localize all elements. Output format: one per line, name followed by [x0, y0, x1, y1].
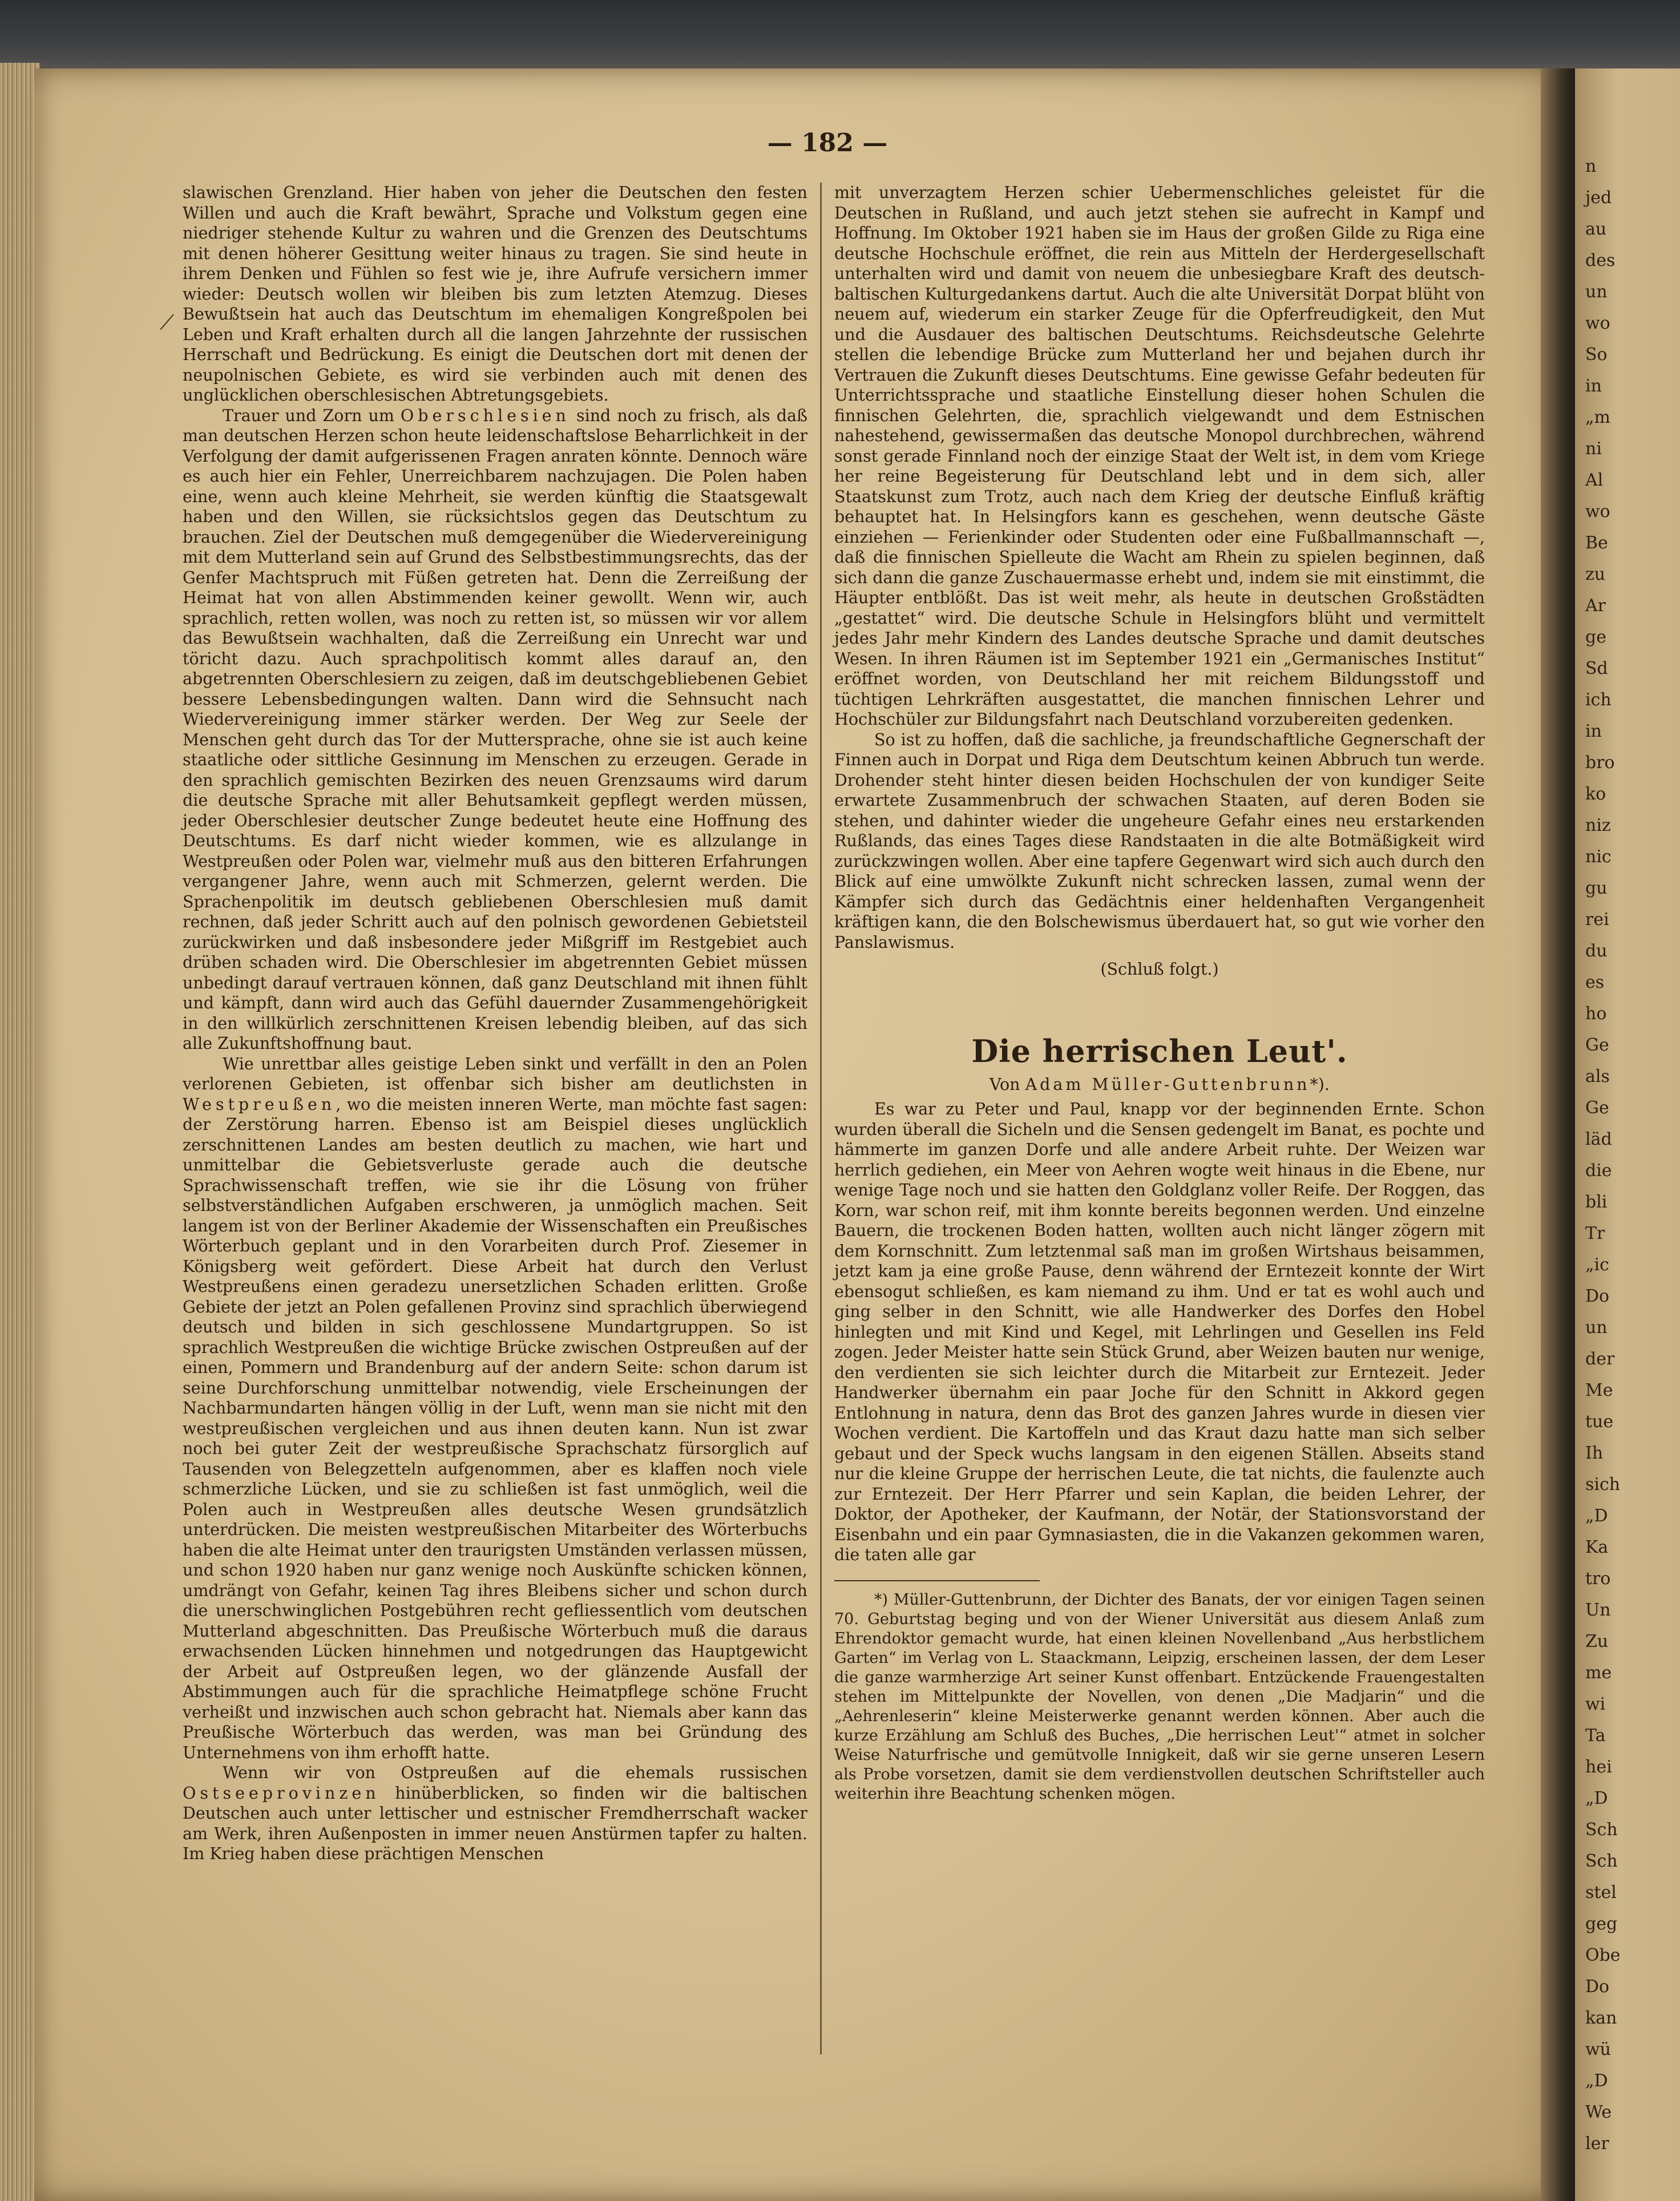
next-page-text-fragment: läd — [1585, 1129, 1612, 1149]
next-page-text-fragment: des — [1585, 251, 1616, 270]
next-page-text-fragment: bli — [1585, 1192, 1608, 1212]
next-page-edge — [1575, 68, 1680, 2201]
next-page-text-fragment: rei — [1585, 910, 1609, 930]
footnote: *) Müller-Guttenbrunn, der Dichter des Banats, der vor einigen Tagen seinen 70. Geburtstag beging und von der Wiener Universität aus diesem Anlaß zum Ehrendoktor gemacht wurde, hat einen kleinen Novellenband „Aus herbstlichem Garten“ im Verlag von L. Staackmann, Leipzig, erscheinen lassen, der dem Leser die ganze warmherzige Art seiner Kunst offenbart. Entzückende Frauengestalten stehen im Mittelpunkte der Novellen, von denen „Die Madjarin“ und die „Aehrenleserin“ kleine Meisterwerke genannt werden können. Aber auch die kurze Erzählung am Schluß des Buches, „Die herrischen Leut'“ atmet in solcher Weise Naturfrische und gemütvolle Innigkeit, daß wir sie gerne unseren Lesern als Probe vorsetzen, damit sie dem verdienstvollen deutschen Schriftsteller auch weiterhin ihre Beachtung schenken mögen. — [834, 1590, 1485, 1803]
book-gutter — [1541, 68, 1575, 2201]
left-column-paragraph — [183, 1054, 807, 1763]
next-page-text-fragment: Sd — [1585, 659, 1608, 679]
next-page-text-fragment: stel — [1585, 1883, 1617, 1903]
next-page-text-fragment: sich — [1585, 1475, 1621, 1495]
paragraph-text: sind noch zu frisch, als daß man deutschen Herzen schon heute leidenschaftslose Beharrlichkeit in der Verfolgung der damit aufgerissenen Fragen anraten könnte. Dennoch wäre es auch hier ein Fehler, Unerreichbarem nachzujagen. Die Polen haben eine, wenn auch kleine Mehrheit, sie werden künftig die Staatsgewalt haben und den Willen, sie rücksichtslos gegen das Deutschtum zu brauchen. Ziel der Deutschen muß demgegenüber die Wiedervereinigung mit dem Mutterland sein auf Grund des Selbstbestimmungsrechts, das der Genfer Machtspruch mit Füßen getreten hat. Denn die Zerreißung der Heimat hat von allen Abstimmenden keiner gewollt. Wenn wir, auch sprachlich, retten wollen, was noch zu retten ist, so müssen wir vor allem das Bewußtsein wachhalten, daß die Zerreißung ein Unrecht war und töricht dazu. Auch sprachpolitisch kommt alles darauf an, den abgetrennten Oberschlesiern zu zeigen, daß im deutschgebliebenen Gebiet bessere Lebensbedingungen walten. Dann wird die Sehnsucht nach Wiedervereinigung immer stärker werden. Der Weg zur Seele der Menschen geht durch das Tor der Muttersprache, ohne sie ist auch keine staatliche oder sittliche Gesinnung im Menschen zu erzeugen. Gerade in den sprachlich gemischten Bezirken des neuen Grenzsaums wird darum die deutsche Sprache mit aller Behutsamkeit gepflegt werden müssen, jeder Oberschlesier deutscher Zunge bedeutet heute eine Hoffnung des Deutschtums. Es darf nicht wieder kommen, wie es allzulange in Westpreußen oder Polen war, vielmehr muß aus den bitteren Erfahrungen vergangener Jahre, wenn auch mit Schmerzen, gelernt werden. Die Sprachenpolitik im deutsch gebliebenen Oberschlesien muß damit rechnen, daß jeder Schritt auch auf den polnisch gewordenen Gebietsteil zurückwirken und daß insbesondere jeder Mißgriff im Restgebiet auch drüben schaden wird. Die Oberschlesier im abgetrennten Gebiet müssen unbedingt darauf vertrauen können, daß ganz Deutschland mit ihnen fühlt und kämpft, dann wird auch das Gefühl dauernder Zusammengehörigkeit in den willkürlich zerschnittenen Kreisen lebendig bleiben, auf das sich alle Zukunftshoffnung baut. — [183, 406, 808, 1053]
next-page-text-fragment: au — [1585, 219, 1607, 239]
next-page-text-fragment: Zu — [1585, 1631, 1609, 1651]
byline-prefix: Von — [990, 1075, 1025, 1094]
next-page-text-fragment: wü — [1585, 2040, 1611, 2059]
next-page-text-fragment: „D — [1585, 1506, 1608, 1526]
next-page-text-fragment: Ka — [1585, 1537, 1609, 1557]
next-page-text-fragment: die — [1585, 1161, 1612, 1181]
paragraph-text: , wo die meisten inneren Werte, man möchte fast sagen: der Zerstörung harren. Ebenso ist am Beispiel dieses unglücklich zerschnittenen Landes am besten deutlich zu machen, wie hart und unmittelbar die Gebietsverluste gerade auch die deutsche Sprachwissenschaft treffen, wie sie ihr die Lösung von früher selbstverständlichen Aufgaben erschweren, ja unmöglich machen. Seit langem ist von der Berliner Akademie der Wissenschaften ein Preußisches Wörterbuch geplant und in den Vorarbeiten durch Prof. Ziesemer in Königsberg weit gefördert. Diese Arbeit hat durch den Verlust Westpreußens einen geradezu unersetzlichen Schaden erlitten. Große Gebiete der jetzt an Polen gefallenen Provinz sind sprachlich überwiegend deutsch und bilden in sich geschlossene Mundartgruppen. So ist sprachlich Westpreußen die wichtige Brücke zwischen Ostpreußen auf der einen, Pommern und Brandenburg auf der andern Seite: schon darum ist seine Durchforschung unmittelbar notwendig, viele Erscheinungen der Nachbarmundarten hängen völlig in der Luft, wenn man sie nicht mit den westpreußischen vergleichen und aus ihnen deuten kann. Nun ist zwar noch bei guter Zeit der westpreußische Sprachschatz fürsorglich auf Tausenden von Belegzetteln aufgenommen, aber es klaffen noch viele schmerzliche Lücken, und sie zu schließen ist fast unmöglich, weil die Polen auch in Westpreußen alles deutsche Wesen grundsätzlich unterdrücken. Die meisten westpreußischen Mitarbeiter des Wörterbuchs haben die alte Heimat unter den traurigsten Umständen verlassen müssen, und schon 1920 haben nur ganz wenige noch Auskünfte schicken können, umdrängt von Gefahr, keinen Tag ihres Bleibens sicher und schon durch die unerschwinglichen Postgebühren recht gefliessentlich vom deutschen Mutterland abgeschnitten. Das Preußische Wörterbuch muß die daraus erwachsenden Lücken hinnehmen und notgedrungen das Hauptgewicht der Arbeit auf Ostpreußen legen, wo der glänzende Ausfall der Abstimmungen auch für die sprachliche Heimatpflege schöne Frucht verheißt und inzwischen auch schon gebracht hat. Niemals aber kann das Preußische Wörterbuch das werden, was man bei Gründung des Unternehmens von ihm erhofft hatte. — [183, 1095, 807, 1762]
next-page-text-fragment: tro — [1585, 1569, 1611, 1589]
byline-author: Adam Müller-Guttenbrunn — [1025, 1075, 1310, 1094]
left-column-paragraph — [183, 406, 807, 1054]
next-page-text-fragment: es — [1585, 972, 1605, 992]
next-page-text-fragment: ni — [1585, 439, 1602, 459]
pen-mark: ⟋ — [160, 311, 175, 334]
next-page-text-fragment: niz — [1585, 815, 1611, 835]
footnote-rule — [834, 1580, 1040, 1581]
next-page-text-fragment: als — [1585, 1067, 1610, 1087]
story-byline — [834, 1075, 1485, 1095]
next-page-text-fragment: du — [1585, 941, 1608, 961]
next-page-text-fragment: wo — [1585, 313, 1610, 333]
next-page-text-fragment: jed — [1585, 188, 1612, 208]
column-divider — [820, 183, 822, 2054]
next-page-text-fragment: Me — [1585, 1380, 1613, 1400]
next-page-text-fragment: Al — [1585, 470, 1604, 490]
next-page-text-fragment: Ta — [1585, 1726, 1606, 1746]
next-page-text-fragment: „D — [1585, 2071, 1608, 2091]
next-page-text-fragment: kan — [1585, 2008, 1617, 2028]
paragraph-text: Wenn wir von Ostpreußen auf die ehemals russischen — [223, 1763, 807, 1782]
continuation-note: (Schluß folgt.) — [1100, 960, 1219, 979]
next-page-text-fragment: Obe — [1585, 1945, 1621, 1965]
paragraph-text: Trauer und Zorn um — [223, 406, 401, 425]
next-page-text-fragment: So — [1585, 345, 1608, 365]
next-page-text-fragment: in — [1585, 376, 1602, 396]
left-column-paragraph: slawischen Grenzland. Hier haben von jeher die Deutschen den festen Willen und auch die Kraft bewährt, Sprache und Volkstum gegen eine niedriger stehende Kultur zu wahren und die Grenzen des Deutschtums mit denen höherer Gesittung weiter hinaus zu tragen. Sie sind heute in ihrem Denken und Fühlen so fest wie je, ihre Aufrufe versichern immer wieder: Deutsch wollen wir bleiben bis zum letzten Atemzug. Dieses Bewußtsein hat auch das Deutschtum im ehemaligen Kongreßpolen bei Leben und Kraft erhalten durch all die langen Jahrzehnte der russischen Herrschaft und Bedrückung. Es einigt die Deutschen dort mit denen der neupolnischen Gebiete, es wird sie verbinden auch mit denen des unglücklichen oberschlesischen Abtretungsgebiets. — [183, 183, 807, 405]
next-page-text-fragment: Ih — [1585, 1443, 1604, 1463]
next-page-text-fragment: un — [1585, 1318, 1608, 1338]
next-page-text-fragment: „ic — [1585, 1255, 1609, 1275]
left-column-paragraph — [183, 1763, 807, 1864]
right-column-paragraph: mit unverzagtem Herzen schier Uebermenschliches geleistet für die Deutschen in Rußland, und auch jetzt stehen sie aufrecht in Kampf und Hoffnung. Im Oktober 1921 haben sie im Haus der großen Gilde zu Riga eine deutsche Hochschule eröffnet, die rein aus Mitteln der Herdergesellschaft unterhalten wird und damit von neuem die unbesiegbare Kraft des deutsch-baltischen Kulturgedankens dartut. Auch die alte Universität Dorpat blüht von neuem auf, wiederum ein starker Zeuge für die Opferfreudigkeit, den Mut und die Ausdauer des baltischen Deutschtums. Reichsdeutsche Gelehrte stellen die lebendige Brücke zum Mutterland her und bejahen durch ihr Vertrauen die Zukunft dieses Deutschtums. Eine gewisse Gefahr bedeuten für Unterrichtssprache und staatliche Einstellung dieser hohen Schulen die finnischen Gelehrten, die, sprachlich vielgewandt und dem Estnischen nahestehend, gewissermaßen das deutsche Monopol durchbrechen, während sonst gerade Finnland noch der einzige Staat der Welt ist, in dem vom Kriege her reine Begeisterung für Deutschland lebt und in dem sich, aller Staatskunst zum Trotz, auch nach dem Krieg der deutsche Einfluß kräftig behauptet hat. In Helsingfors kann es geschehen, wenn deutsche Gäste einziehen — Ferienkinder oder Studenten oder eine Fußballmannschaft —, daß die finnischen Spielleute die Wacht am Rhein zu spielen beginnen, daß sich dann die ganze Zuschauermasse erhebt und, indem sie mit einstimmt, die Häupter entblößt. Das ist weit mehr, als heute in deutschen Großstädten „gestattet“ wird. Die deutsche Schule in Helsingfors blüht und vermittelt jedes Jahr mehr Kindern des Landes deutsche Sprache und damit deutsches Wesen. In ihren Räumen ist im September 1921 ein „Germanisches Institut“ eröffnet worden, von Deutschland her mit reichem Bildungsstoff und tüchtigen Lehrkräften ausgestattet, die manchen finnischen Lehrer und Hochschüler zur Bildungsfahrt nach Deutschland vorzubereiten gedenken. — [834, 183, 1485, 729]
next-page-text-fragment: Be — [1585, 533, 1608, 553]
page-number: — 182 — — [767, 128, 888, 157]
next-page-text-fragment: „m — [1585, 407, 1610, 427]
next-page-text-fragment: We — [1585, 2102, 1612, 2122]
right-column — [834, 183, 1485, 1804]
next-page-text-fragment: „D — [1585, 1788, 1608, 1808]
right-column-paragraph: So ist zu hoffen, daß die sachliche, ja freundschaftliche Gegnerschaft der Finnen auch in Dorpat und Riga dem Deutschtum keinen Abbruch tun werde. Drohender steht hinter diesen beiden Hochschulen der von kundiger Seite erwartete Zusammenbruch der schwachen Staaten, auf deren Boden sie stehen, und dahinter wieder die ungeheure Gefahr eines neu erstarkenden Rußlands, das eines Tages diese Randstaaten in die alte Botmäßigkeit wird zurückzwingen wollen. Aber eine tapfere Gegenwart wird sich auch durch den Blick auf eine umwölkte Zukunft nicht schrecken lassen, zumal wenn der Kämpfer sich durch das Gedächtnis einer heldenhaften Vergangenheit kräftigen kann, die den Bolschewismus überdauert hat, so gut wie vorher den Panslawismus. — [834, 730, 1485, 952]
next-page-text-fragment: ge — [1585, 627, 1606, 647]
next-page-text-fragment: in — [1585, 721, 1602, 741]
story-headline: Die herrischen Leut'. — [971, 1032, 1348, 1069]
next-page-text-fragment: un — [1585, 282, 1608, 302]
next-page-text-fragment: wo — [1585, 502, 1610, 522]
left-column — [183, 183, 807, 1864]
next-page-text-fragment: Un — [1585, 1600, 1611, 1620]
next-page-text-fragment: der — [1585, 1349, 1615, 1369]
next-page-text-fragment: nic — [1585, 847, 1612, 867]
next-page-text-fragment: Tr — [1585, 1223, 1605, 1243]
next-page-text-fragment: ho — [1585, 1004, 1607, 1024]
next-page-text-fragment: ler — [1585, 2134, 1609, 2154]
spaced-place-name: Westpreußen — [183, 1095, 336, 1114]
paragraph-text: hinüberblicken, so finden wir die baltischen Deutschen auch unter lettischer und estnischer Fremdherrschaft wacker am Werk, ihren Außenposten in immer neuen Anstürmen tapfer zu halten. Im Krieg haben diese prächtigen Menschen — [183, 1783, 807, 1863]
next-page-text-fragment: Ar — [1585, 596, 1606, 616]
next-page-text-fragment: me — [1585, 1663, 1612, 1683]
next-page-text-fragment: bro — [1585, 753, 1615, 773]
next-page-text-fragment: zu — [1585, 564, 1606, 584]
next-page-text-fragment: Ge — [1585, 1098, 1609, 1118]
next-page-text-fragment: Sch — [1585, 1851, 1618, 1871]
next-page-text-fragment: hei — [1585, 1757, 1612, 1777]
next-page-text-fragment: wi — [1585, 1694, 1606, 1714]
next-page-text-fragment: gu — [1585, 878, 1608, 898]
next-page-text-fragment: Do — [1585, 1977, 1610, 1997]
next-page-text-fragment: Do — [1585, 1286, 1610, 1306]
story-paragraph: Es war zu Peter und Paul, knapp vor der beginnenden Ernte. Schon wurden überall die Sicheln und die Sensen gedengelt im Banat, es pochte und hämmerte im ganzen Dorfe und alle andere Arbeit ruhte. Der Weizen war herrlich gediehen, ein Meer von Aehren wogte weit hinaus in die Ebene, nur wenige Tage noch und sie hatten den Goldglanz voller Reife. Der Roggen, das Korn, war schon reif, mit ihm konnte bereits begonnen werden. Und einzelne Bauern, die trockenen Boden hatten, wollten auch nicht länger zögern mit dem Kornschnitt. Zum letztenmal saß man im großen Wirtshaus beisammen, jetzt kam ja eine große Pause, denn während der Erntezeit konnte der Wirt ebensogut schließen, es kam niemand zu ihm. Und er tat es wohl auch und ging selber in den Schnitt, wie alle Handwerker des Dorfes den Hobel hinlegten und mit Kind und Kegel, mit Lehrlingen und Gesellen ins Feld zogen. Jeder Meister hatte sein Stück Grund, aber Weizen bauten nur wenige, den verdienten sie sich leichter durch die Mitarbeit zur Erntezeit. Jeder Handwerker übernahm ein paar Joche für den Schnitt in Akkord gegen Entlohnung in natura, denn das Brot des ganzen Jahres wurde in diesen vier Wochen verdient. Die Kartoffeln und das Kraut dazu hatte man sich selber gebaut und der Speck wuchs langsam in den eigenen Ställen. Abseits stand nur die kleine Gruppe der herrischen Leute, die tat nichts, die faulenzte auch zur Erntezeit. Der Herr Pfarrer und sein Kaplan, die beiden Lehrer, der Doktor, der Apotheker, der Kaufmann, der Notär, der Stationsvorstand der Eisenbahn und ein paar Gymnasiasten, die in die Vakanzen gekommen waren, die taten alle gar — [834, 1100, 1485, 1564]
next-page-text-fragment: n — [1585, 156, 1597, 176]
next-page-text-fragment: tue — [1585, 1412, 1614, 1432]
spaced-place-name: Oberschlesien — [400, 406, 570, 425]
next-page-text-fragment: geg — [1585, 1914, 1618, 1934]
byline-footnote-mark: *). — [1310, 1075, 1330, 1094]
next-page-text-fragment: ko — [1585, 784, 1606, 804]
spaced-place-name: Ostseeprovinzen — [183, 1783, 380, 1803]
next-page-text-fragment: Sch — [1585, 1820, 1618, 1840]
next-page-text-fragment: Ge — [1585, 1035, 1609, 1055]
next-page-text-fragment: ich — [1585, 690, 1612, 710]
paragraph-text: Wie unrettbar alles geistige Leben sinkt und verfällt in den an Polen verlorenen Gebieten, ist offenbar sich bisher am deutlichsten in — [183, 1054, 807, 1093]
